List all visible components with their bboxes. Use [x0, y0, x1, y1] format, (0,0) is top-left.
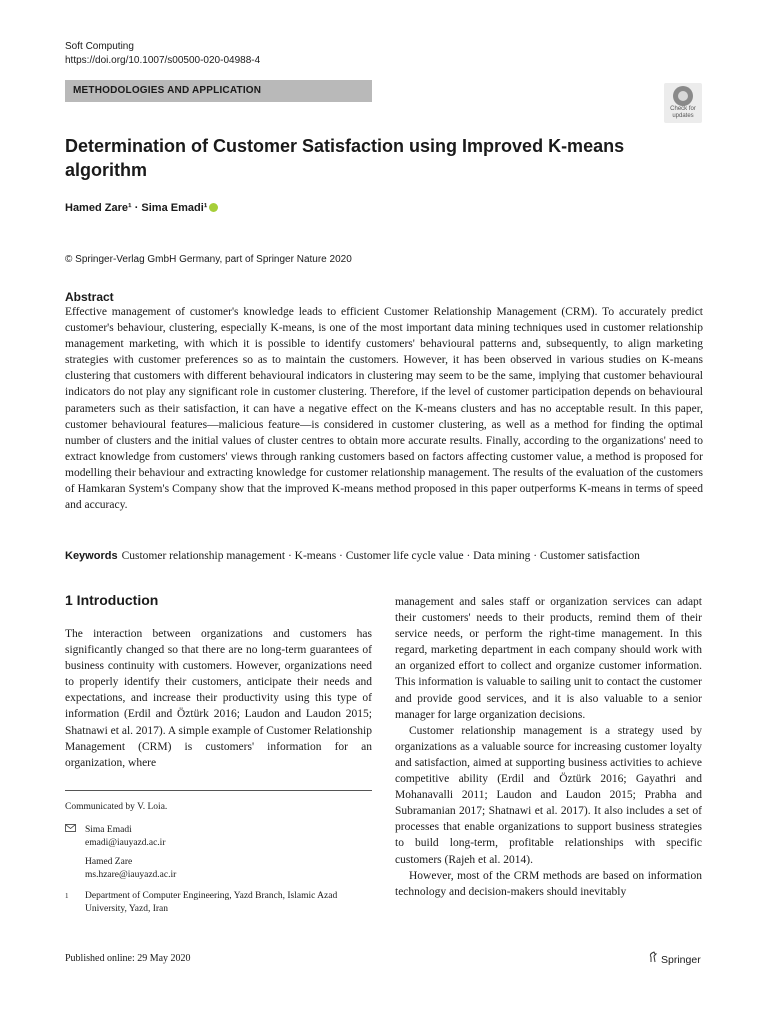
author1-email[interactable]: emadi@iauyazd.ac.ir: [85, 838, 166, 848]
affiliation: [65, 890, 372, 916]
check-for-updates-badge[interactable]: [664, 83, 702, 123]
footnotes: [65, 801, 372, 916]
keywords-line: [65, 548, 640, 564]
left-column: [65, 626, 372, 771]
published-date: Published online: 29 May 2020: [65, 953, 191, 964]
springer-horse-icon: [648, 951, 658, 966]
corresponding-author: [65, 824, 372, 850]
publisher-logo: [648, 951, 701, 966]
author-names: Hamed Zare¹ · Sima Emadi¹: [65, 202, 208, 214]
section-heading-introduction: 1 Introduction: [65, 592, 159, 608]
orcid-icon[interactable]: [209, 203, 218, 212]
abstract-heading: Abstract: [65, 290, 114, 304]
title-line-2: algorithm: [65, 160, 148, 180]
right-column: [395, 594, 702, 900]
copyright-notice: © Springer-Verlag GmbH Germany, part of Springer Nature 2020: [65, 254, 352, 265]
abstract-body: Effective management of customer's knowledge leads to efficient Customer Relationship Management (CRM). To accurately predict customer's behaviour, clustering, especially K-means, is one of the most important data mining techniques used in customer relationship management marketing, with which it is possible to identify customers' behavioural patterns and, subsequently, to align marketing strategies with customer preferences so as to maintain the customers. However, it has been observed in various studies on K-means clustering that customers with different behavioural indicators in clustering may seem to be the same, implying that customer behavioural indicators do not play any significant role in customer clustering. Therefore, if the level of customer participation depends on behavioural parameters such as their satisfaction, it can have a negative effect on the K-means clusters and has no acceptable result. In this paper, customer behavioural features—malicious feature—is considered in customer clustering, as well as a method for finding the optimal number of clusters and the initial values of cluster centres to obtain more accurate results. Finally, according to the organizations' need to extract knowledge from customers' views through ranking customers based on factors affecting customer value, a method is proposed for modelling their behaviour and extracting knowledge for customer relationship management. The results of the evaluation of the customers of Hamkaran System's Company show that the improved K-means method proposed in this paper outperforms K-means in terms of speed and accuracy.: [65, 306, 703, 512]
check-updates-label: Check for updates: [670, 106, 696, 119]
second-author: [65, 856, 372, 882]
keywords-label: Keywords: [65, 550, 118, 562]
footnote-divider: [65, 790, 372, 791]
communicated-by: Communicated by V. Loia.: [65, 802, 168, 812]
author2-name: Hamed Zare: [85, 857, 133, 867]
intro-paragraph-1: The interaction between organizations and customers has significantly changed so that there are no long-term guarantees of business continuity with customers. However, organizations need to properly identify their customers, anticipate their needs and expectations, and increase their productivity using this type of information (Erdil and Öztürk 2016; Laudon and Laudon 2015; Shatnawi et al. 2017). A simple example of Customer Relationship Management (CRM) is customers' information for an organization, where: [65, 628, 372, 769]
envelope-icon: [65, 824, 85, 850]
journal-name: Soft Computing: [65, 41, 134, 52]
check-updates-icon: [673, 86, 693, 106]
author-list: [65, 202, 218, 214]
doi-link[interactable]: https://doi.org/10.1007/s00500-020-04988-4: [65, 55, 261, 66]
journal-header: [65, 40, 260, 68]
intro-paragraph-3: Customer relationship management is a strategy used by organizations as a valuable source for increasing customer loyalty and satisfaction, aimed at supporting business activities to achieve competitive ability (Erdil and Öztürk 2016; Gayathri and Mohanavalli 2011; Laudon and Laudon 2015; Prabha and Subramanian 2017; Shatnawi et al. 2017). It also includes a set of processes that enable organizations to support business strategies to build long-term, profitable relationships with specific customers (Rajeh et al. 2014).: [395, 724, 702, 866]
title-line-1: Determination of Customer Satisfaction using Improved K-means: [65, 136, 625, 156]
affiliation-text: Department of Computer Engineering, Yazd Branch, Islamic Azad University, Yazd, Iran: [85, 891, 338, 914]
intro-paragraph-2: management and sales staff or organization services can adapt their customers' needs to their products, remind them of their service needs, or perform the right-time management. In this regard, marketing department in each company should work with an organized effort to collect and organize customer information. This information is valuable to sailing unit to contact the customer and provide good services, and it is also valuable to a senior manager for large organization decisions.: [395, 596, 702, 721]
intro-paragraph-4: However, most of the CRM methods are based on information technology and decision-makers should inevitably: [395, 869, 702, 898]
publisher-name: Springer: [661, 954, 701, 966]
author1-name: Sima Emadi: [85, 825, 132, 835]
section-banner: METHODOLOGIES AND APPLICATION: [65, 80, 372, 102]
affiliation-mark: 1: [65, 892, 69, 900]
keywords-list: Customer relationship management · K-means · Customer life cycle value · Data mining · Customer satisfaction: [121, 550, 640, 562]
article-title: [65, 134, 625, 182]
author2-email[interactable]: ms.hzare@iauyazd.ac.ir: [85, 870, 177, 880]
